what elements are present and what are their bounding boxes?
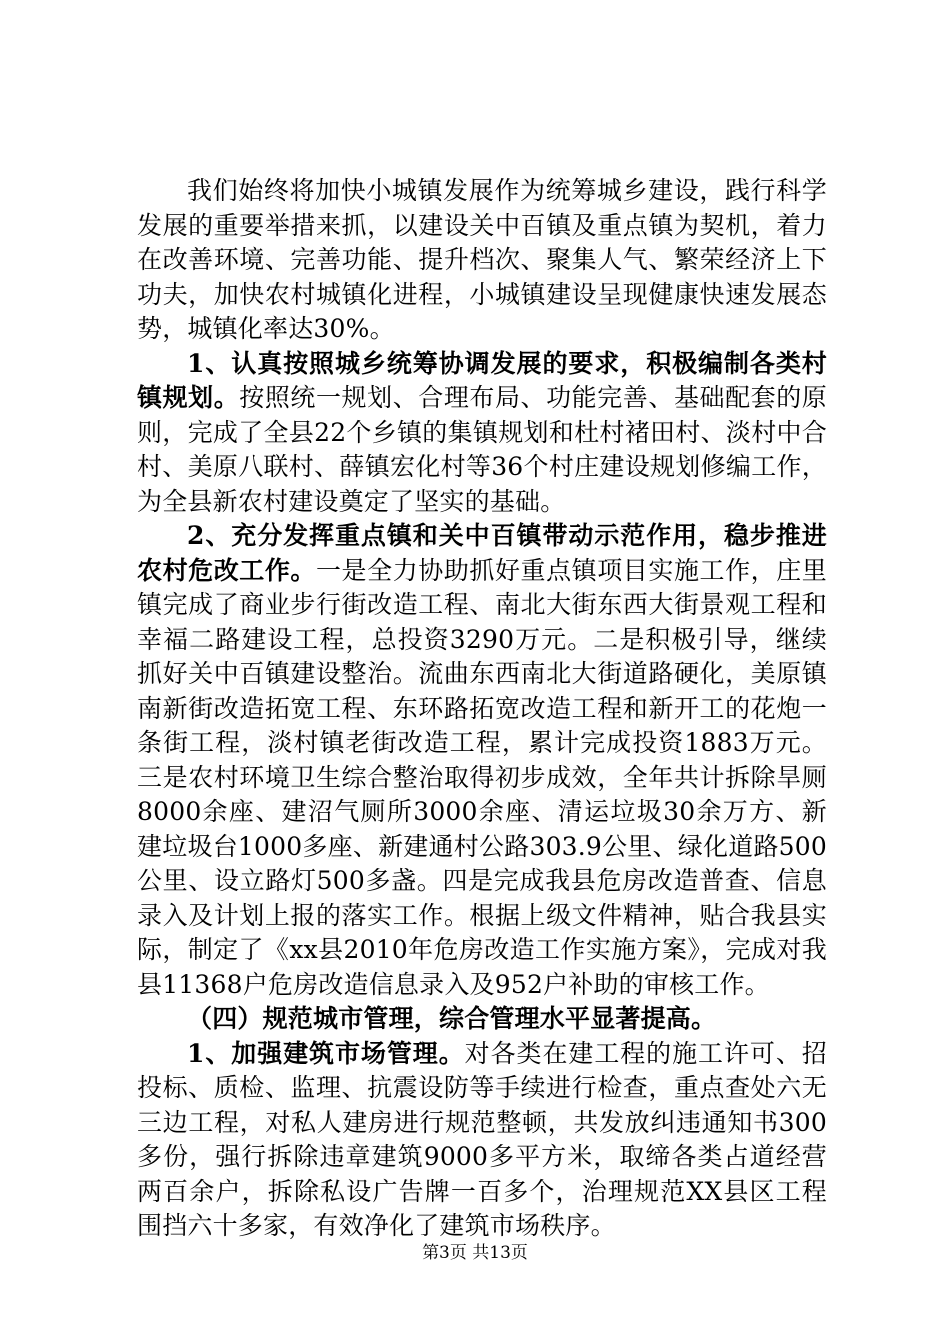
paragraph-text: 我们始终将加快小城镇发展作为统筹城乡建设，践行科学发展的重要举措来抓，以建设关中百镇及重点镇为契机，着力在改善环境、完善功能、提升档次、聚集人气、繁荣经济上下功夫，加快农村城镇化进程，小城镇建设呈现健康快速发展态势，城镇化率达30%。: [137, 176, 827, 343]
paragraph-intro: [137, 174, 827, 347]
paragraph-construction-market: [137, 1037, 827, 1244]
section-heading: 1、认真按照城乡统筹协调发展的要求，积极编制各类村镇规划。: [137, 348, 827, 412]
paragraph-village-planning: [137, 347, 827, 520]
page-number-footer: 第3页 共13页: [422, 1243, 528, 1263]
section-heading: 2、充分发挥重点镇和关中百镇带动示范作用，稳步推进农村危改工作。: [137, 521, 827, 585]
section-heading: （四）规范城市管理，综合管理水平显著提高。: [187, 1004, 717, 1033]
section-heading: 1、加强建筑市场管理。: [187, 1038, 465, 1068]
paragraph-city-management: [137, 1002, 827, 1037]
paragraph-text: 对各类在建工程的施工许可、招投标、质检、监理、抗震设防等手续进行检查，重点查处六无三边工程，对私人建房进行规范整顿，共发放纠违通知书300多份，强行拆除违章建筑9000多平方米，取缔各类占道经营两百余户，拆除私设广告牌一百多个，治理规范XX县区工程围挡六十多家，有效净化了建筑市场秩序。: [137, 1038, 827, 1240]
paragraph-key-towns: [137, 519, 827, 1002]
document-body: [137, 174, 827, 1244]
paragraph-text: 一是全力协助抓好重点镇项目实施工作，庄里镇完成了商业步行街改造工程、南北大街东西大街景观工程和幸福二路建设工程，总投资3290万元。二是积极引导，继续抓好关中百镇建设整治。流曲东西南北大街道路硬化，美原镇南新街改造拓宽工程、东环路拓宽改造工程和新开工的花炮一条街工程，淡村镇老街改造工程，累计完成投资1883万元。三是农村环境卫生综合整治取得初步成效，全年共计拆除旱厕8000余座、建沼气厕所3000余座、清运垃圾30余万方、新建垃圾台1000多座、新建通村公路303.9公里、绿化道路500公里、设立路灯500多盏。四是完成我县危房改造普查、信息录入及计划上报的落实工作。根据上级文件精神，贴合我县实际，制定了《xx县2010年危房改造工作实施方案》，完成对我县11368户危房改造信息录入及952户补助的审核工作。: [137, 555, 827, 999]
paragraph-text: 按照统一规划、合理布局、功能完善、基础配套的原则，完成了全县22个乡镇的集镇规划和杜村褚田村、淡村中合村、美原八联村、薛镇宏化村等36个村庄建设规划修编工作，为全县新农村建设奠定了坚实的基础。: [137, 383, 827, 516]
